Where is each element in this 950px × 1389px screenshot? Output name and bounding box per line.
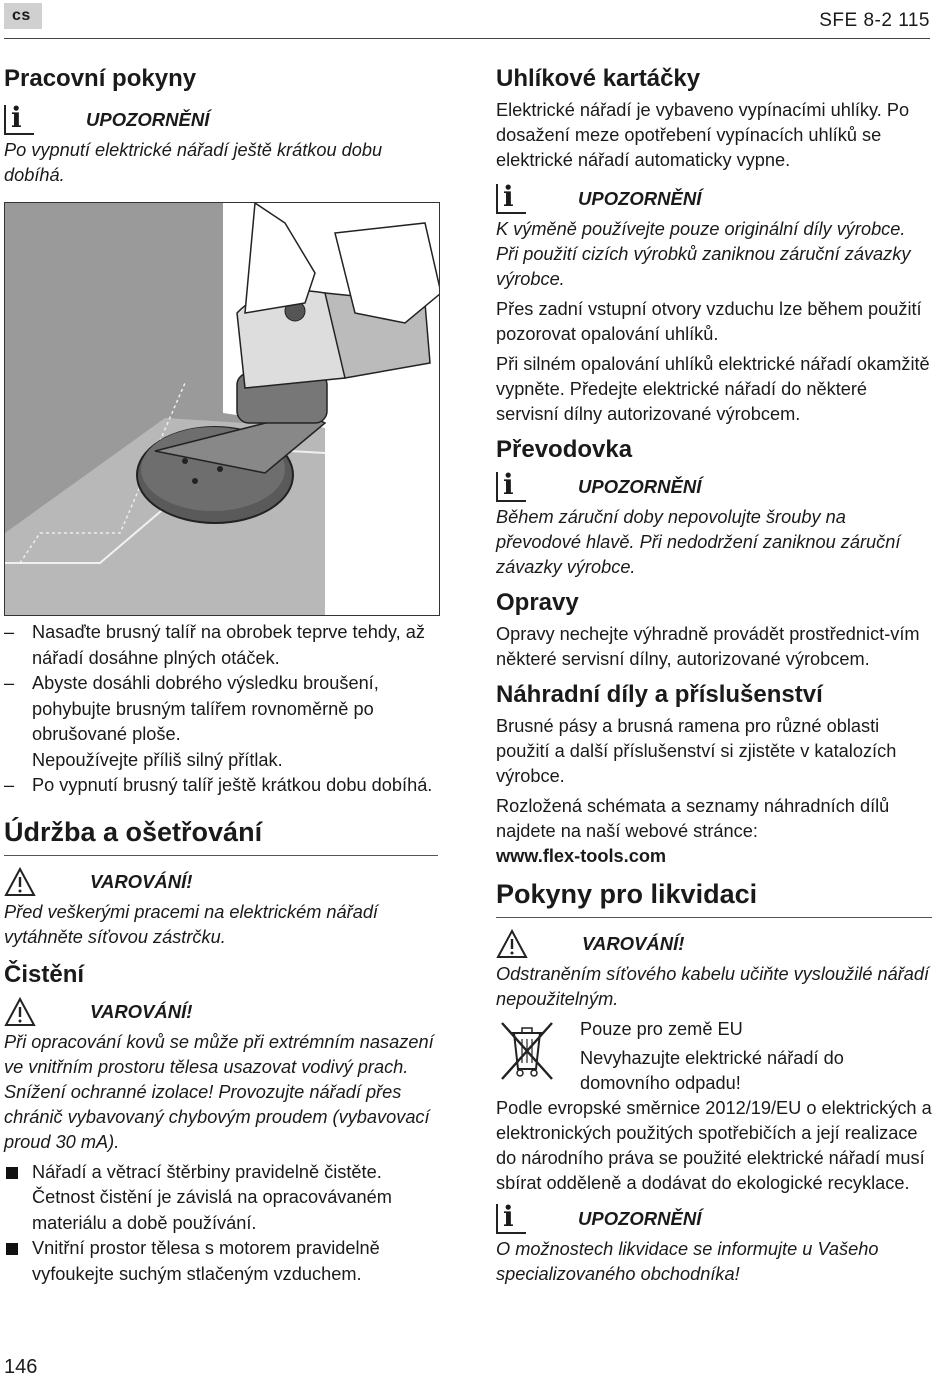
list-item-extra: Nepoužívejte příliš silný přítlak.: [32, 749, 283, 770]
notice-text: K výměně používejte pouze originální díly výrobce. Při použití cizích výrobků zaniknou záruční závazky výrobce.: [496, 219, 911, 289]
notice-label: UPOZORNĚNÍ: [578, 1208, 702, 1229]
header-rule: [4, 38, 930, 39]
warning-label: VAROVÁNÍ!: [90, 870, 193, 892]
paragraph: Přes zadní vstupní otvory vzduchu lze během použití pozorovat opalování uhlíků.: [496, 299, 922, 344]
warning-1: [4, 864, 438, 900]
no-household-text: Nevyhazujte elektrické nářadí do domovního odpadu!: [580, 1048, 844, 1093]
warning-triangle-icon: [496, 929, 528, 959]
warning-2: [4, 994, 438, 1030]
notice-label: UPOZORNĚNÍ: [578, 188, 702, 209]
paragraph: Opravy nechejte výhradně provádět prostřednict-vím některé servisní dílny, autorizované výrobcem.: [496, 624, 920, 669]
directive-text: Podle evropské směrnice 2012/19/EU o elektrických a elektronických použitých spotřebičích a její realizace do národního práva se použité elektrické nářadí musí sbírat odděleně a dodávat do ekologické recyklace.: [496, 1098, 932, 1193]
eu-only-text: Pouze pro země EU: [580, 1019, 743, 1039]
list-item: [4, 671, 438, 773]
right-column: [496, 56, 932, 1292]
list-item: – Po vypnutí brusný talíř ještě krátkou dobu dobíhá.: [4, 773, 438, 799]
section-title-work: Pracovní pokyny: [4, 65, 197, 92]
work-instructions-list: [4, 620, 438, 799]
section-title-spare-parts: Náhradní díly a příslušenství: [496, 681, 823, 708]
notice-label: UPOZORNĚNÍ: [86, 109, 210, 130]
warning-triangle-icon: [4, 997, 36, 1027]
website-link[interactable]: www.flex-tools.com: [496, 846, 667, 866]
notice-1: [4, 102, 438, 138]
weee-block: [496, 1017, 932, 1096]
warning-triangle-icon: [4, 867, 36, 897]
notice-2: [496, 181, 932, 217]
warning-label: VAROVÁNÍ!: [582, 933, 685, 954]
section-title-repairs: Opravy: [496, 589, 579, 616]
info-icon: i: [496, 472, 526, 502]
section-title-disposal: Pokyny pro likvidaci: [496, 877, 932, 918]
list-item: Vnitřní prostor tělesa s motorem pravidelně vyfoukejte suchým stlačeným vzduchem.: [4, 1236, 438, 1287]
list-item-text: Abyste dosáhli dobrého výsledku broušení, pohybujte brusným talířem rovnoměrně po obrušované ploše.: [32, 673, 379, 744]
left-column: [4, 56, 438, 1287]
warning-3: [496, 926, 932, 962]
paragraph: Brusné pásy a brusná ramena pro různé oblasti použití a další příslušenství si zjistěte v katalozích výrobce.: [496, 716, 897, 786]
notice-text: Během záruční doby nepovolujte šrouby na převodové hlavě. Při nedodržení zaniknou záruční závazky výrobce.: [496, 507, 901, 577]
warning-text: Před veškerými pracemi na elektrickém nářadí vytáhněte síťovou zástrčku.: [4, 901, 378, 947]
paragraph: Při silném opalování uhlíků elektrické nářadí okamžitě vypněte. Předejte elektrické nářadí do některé servisní dílny autorizované výrobcem.: [496, 354, 930, 424]
notice-3: [496, 469, 932, 505]
sander-drawing: [5, 203, 440, 616]
page-number: 146: [4, 1356, 38, 1378]
paragraph: Rozložená schémata a seznamy náhradních dílů najdete na naší webové stránce:: [496, 796, 890, 841]
warning-text: Při opracování kovů se může při extrémním nasazení ve vnitřním prostoru tělesa usazovat vodivý prach. Snížení ochranné izolace! Provozujte nářadí přes chránič vybavovaný chybovým proudem (vybavovací proud 30 mA).: [4, 1031, 434, 1152]
paragraph: Elektrické nářadí je vybaveno vypínacími uhlíky. Po dosažení meze opotřebení vypínacích uhlíků se elektrické nářadí automaticky vypne.: [496, 100, 910, 170]
section-title-gearbox: Převodovka: [496, 436, 633, 463]
notice-text: O možnostech likvidace se informujte u Vašeho specializovaného obchodníka!: [496, 1239, 879, 1284]
cleaning-list: [4, 1160, 438, 1288]
list-item: Nářadí a větrací štěrbiny pravidelně čistěte. Četnost čistění je závislá na opracovávaném materiálu a době používání.: [4, 1160, 438, 1237]
info-icon: i: [4, 105, 34, 135]
section-title-cleaning: Čistění: [4, 960, 85, 988]
notice-4: [496, 1201, 932, 1237]
language-tag: cs: [4, 3, 42, 29]
section-title-maintenance: Údržba a ošetřování: [4, 815, 438, 856]
model-number: SFE 8-2 115: [819, 10, 930, 31]
section-title-carbon-brushes: Uhlíkové kartáčky: [496, 65, 701, 92]
info-icon: i: [496, 1204, 526, 1234]
warning-label: VAROVÁNÍ!: [90, 1000, 193, 1022]
notice-text: Po vypnutí elektrické nářadí ještě krátkou dobu dobíhá.: [4, 140, 383, 185]
info-icon: i: [496, 184, 526, 214]
notice-label: UPOZORNĚNÍ: [578, 476, 702, 497]
sander-illustration: [4, 202, 440, 616]
crossed-bin-icon: [496, 1019, 558, 1081]
warning-text: Odstraněním síťového kabelu učiňte vysloužilé nářadí nepoužitelným.: [496, 964, 930, 1009]
list-item: – Nasaďte brusný talíř na obrobek teprve tehdy, až nářadí dosáhne plných otáček.: [4, 620, 438, 671]
